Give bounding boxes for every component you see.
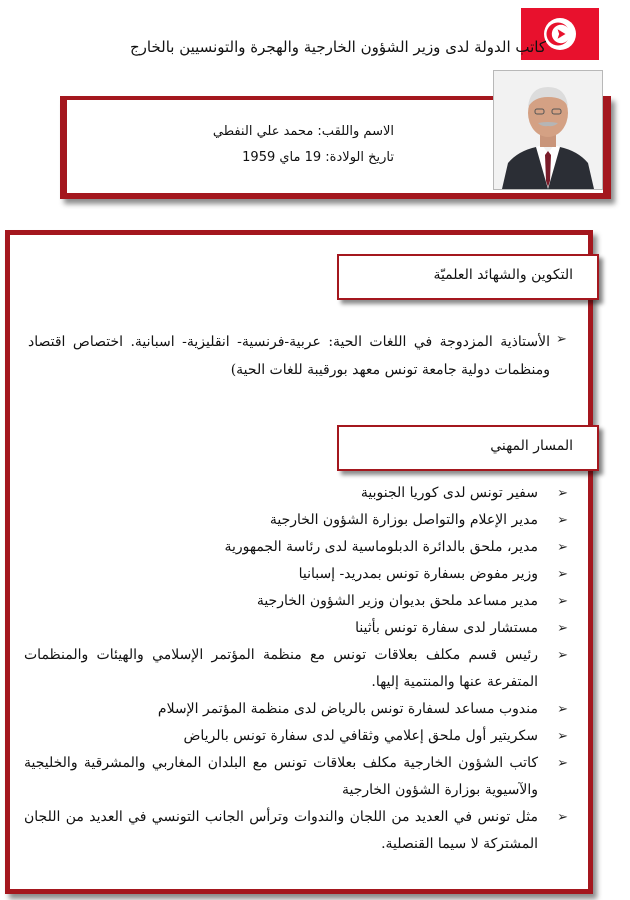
chevron-right-icon: ➢ — [557, 702, 568, 717]
list-item: ➢ مدير الإعلام والتواصل بوزارة الشؤون الخارجية — [24, 507, 538, 534]
education-text: الأستاذية المزدوجة في اللغات الحية: عربية-فرنسية- انقليزية- اسبانية. اختصاص اقتصاد ومنظمات دولية جامعة تونس معهد بورقيبة للغات الحية) — [28, 334, 550, 378]
chevron-right-icon: ➢ — [557, 594, 568, 609]
education-heading — [337, 254, 599, 300]
career-heading — [337, 425, 599, 471]
portrait-photo — [493, 70, 603, 190]
chevron-right-icon: ➢ — [557, 540, 568, 555]
list-item: ➢ وزير مفوض بسفارة تونس بمدريد- إسبانيا — [24, 561, 538, 588]
chevron-right-icon: ➢ — [557, 648, 568, 663]
chevron-right-icon: ➢ — [557, 621, 568, 636]
page-title: كاتب الدولة لدى وزير الشؤون الخارجية والهجرة والتونسيين بالخارج — [129, 38, 546, 56]
chevron-right-icon: ➢ — [557, 513, 568, 528]
list-item: ➢ رئيس قسم مكلف بعلاقات تونس مع منظمة المؤتمر الإسلامي والهيئات والمنظمات المتفرعة عنها والمنتمية إليها. — [24, 642, 538, 696]
list-item: ➢ مندوب مساعد لسفارة تونس بالرياض لدى منظمة المؤتمر الإسلام — [24, 696, 538, 723]
chevron-right-icon: ➢ — [557, 810, 568, 825]
list-item: ➢ كاتب الشؤون الخارجية مكلف بعلاقات تونس مع البلدان المغاربي والمشرقية والخليجية والآسيوية بوزارة الشؤون الخارجية — [24, 750, 538, 804]
chevron-right-icon: ➢ — [557, 756, 568, 771]
chevron-right-icon: ➢ — [556, 332, 567, 347]
chevron-right-icon: ➢ — [557, 486, 568, 501]
career-heading-text: المسار المهني — [490, 438, 573, 454]
list-item: ➢ مستشار لدى سفارة تونس بأثينا — [24, 615, 538, 642]
chevron-right-icon: ➢ — [557, 567, 568, 582]
list-item: ➢ سكريتير أول ملحق إعلامي وثقافي لدى سفارة تونس بالرياض — [24, 723, 538, 750]
name-line: الاسم واللقب: محمد علي النفطي — [212, 124, 394, 139]
education-heading-text: التكوين والشهائد العلميّة — [433, 267, 573, 283]
career-list — [24, 480, 568, 858]
list-item: ➢ مدير، ملحق بالدائرة الدبلوماسية لدى رئاسة الجمهورية — [24, 534, 538, 561]
list-item: ➢ مثل تونس في العديد من اللجان والندوات وترأس الجانب التونسي في العديد من اللجان المشتركة لا سيما القنصلية. — [24, 804, 538, 858]
birth-date-line: تاريخ الولادة: 19 ماي 1959 — [242, 150, 394, 165]
list-item: ➢ مدير مساعد ملحق بديوان وزير الشؤون الخارجية — [24, 588, 538, 615]
chevron-right-icon: ➢ — [557, 729, 568, 744]
list-item: ➢ سفير تونس لدى كوريا الجنوبية — [24, 480, 538, 507]
